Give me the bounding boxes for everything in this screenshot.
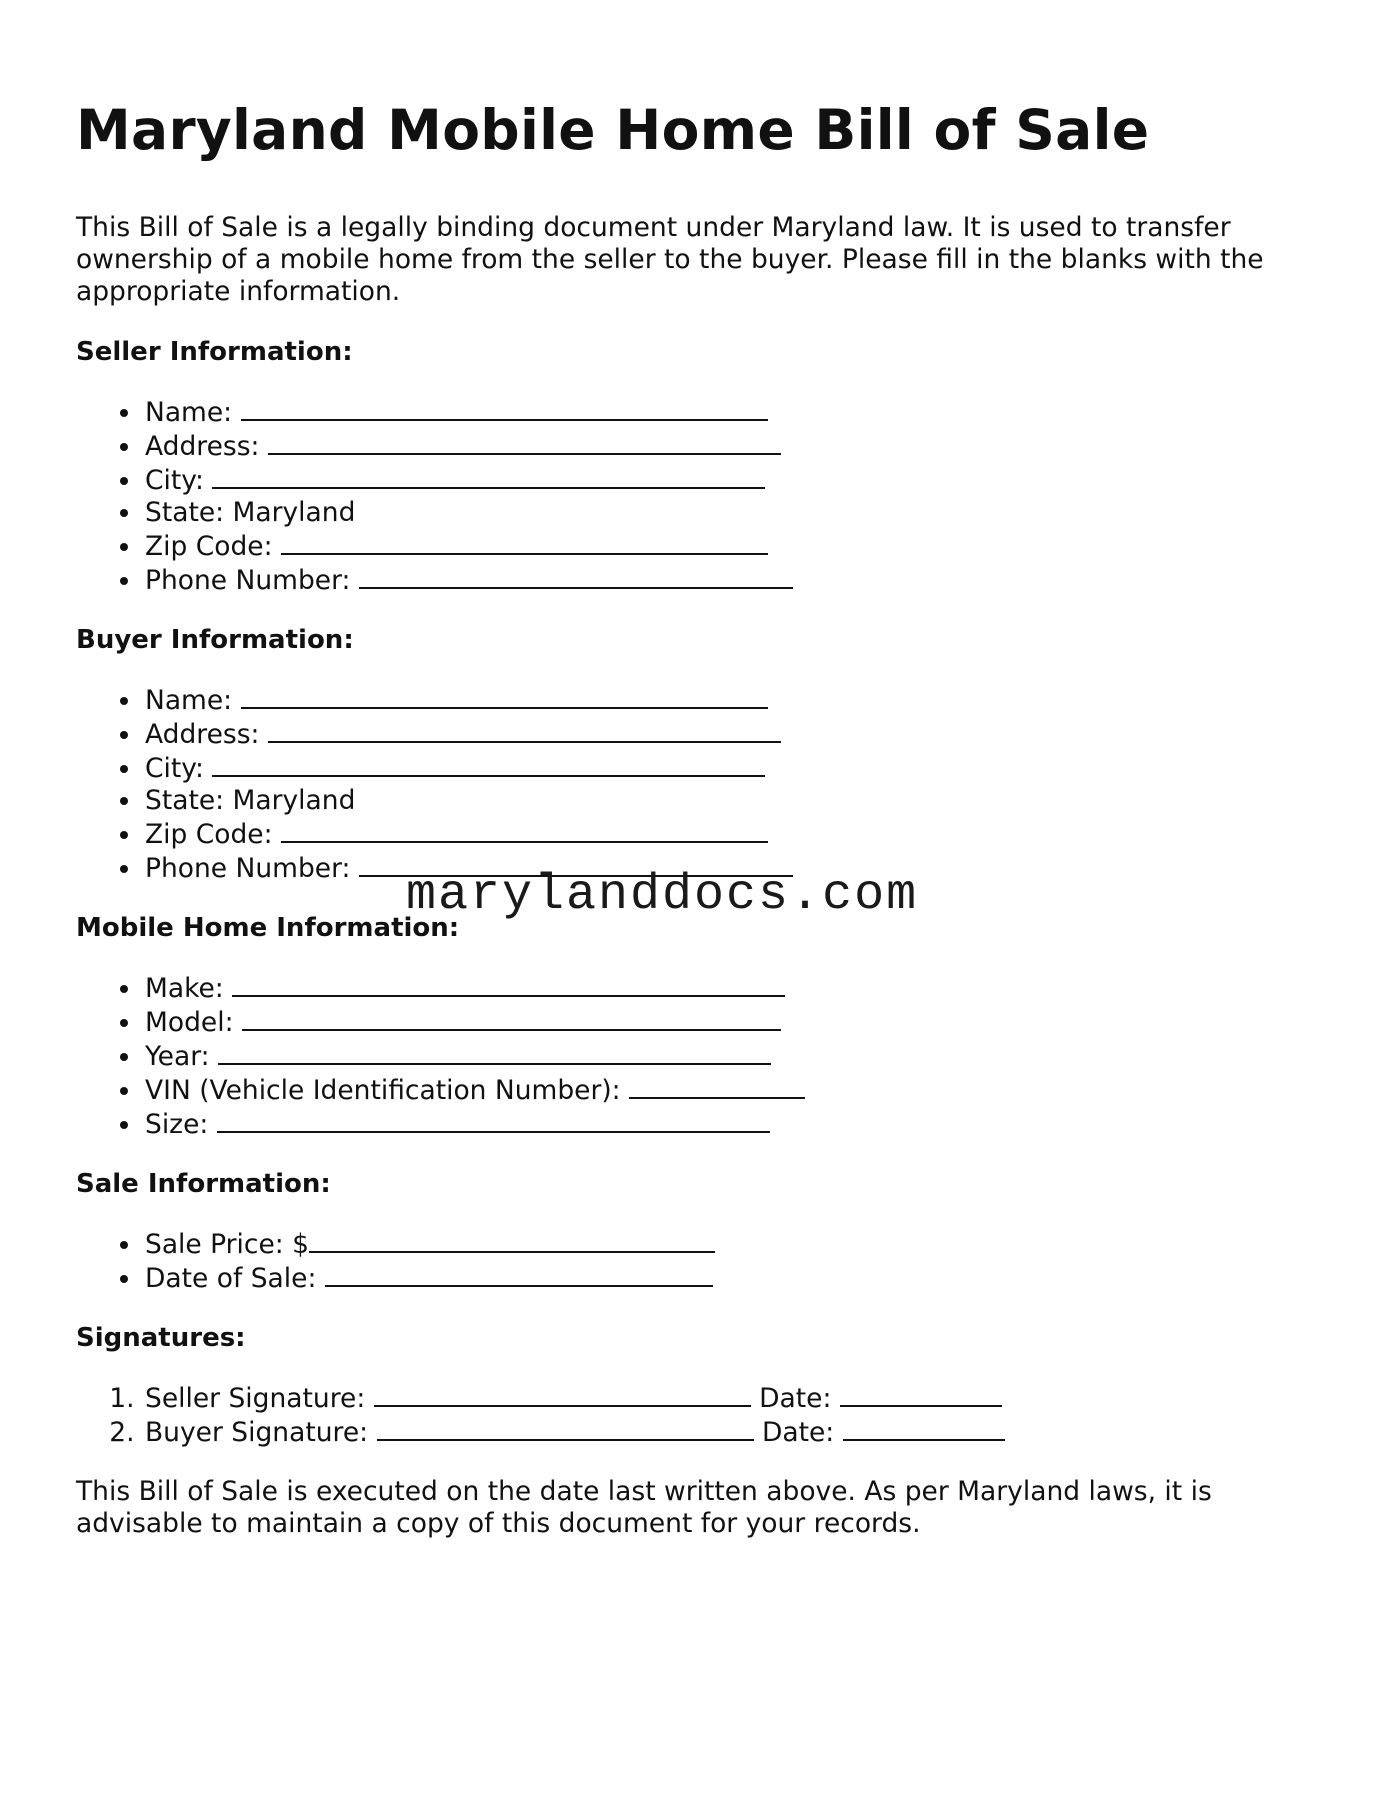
seller-city-field[interactable]: [212, 463, 765, 489]
signatures-list: [76, 1381, 1316, 1449]
seller-signature-date-label: Date:: [759, 1383, 832, 1414]
list-item: [143, 683, 1316, 717]
sale-date-label: Date of Sale:: [145, 1263, 317, 1294]
list-item: [143, 751, 1316, 785]
list-item: [143, 463, 1316, 497]
buyer-name-label: Name:: [145, 685, 233, 716]
buyer-phone-label: Phone Number:: [145, 853, 351, 884]
buyer-zip-label: Zip Code:: [145, 819, 273, 850]
list-item: [143, 717, 1316, 751]
watermark-text: marylanddocs.com: [406, 867, 919, 924]
seller-heading: Seller Information:: [76, 337, 353, 367]
buyer-signature-field[interactable]: [377, 1415, 754, 1441]
document-page: [76, 92, 1316, 1540]
seller-list: [76, 395, 1316, 597]
list-item: [143, 1107, 1316, 1141]
model-field[interactable]: [242, 1005, 781, 1031]
list-item: [143, 971, 1316, 1005]
year-field[interactable]: [218, 1039, 771, 1065]
buyer-city-field[interactable]: [212, 751, 765, 777]
list-item: [143, 1261, 1316, 1295]
year-label: Year:: [145, 1041, 210, 1072]
seller-address-label: Address:: [145, 431, 260, 462]
list-item: [143, 529, 1316, 563]
list-item: [143, 395, 1316, 429]
list-item: [143, 785, 1316, 817]
seller-signature-date-field[interactable]: [840, 1381, 1002, 1407]
sale-price-label: Sale Price: $: [145, 1229, 310, 1260]
make-field[interactable]: [232, 971, 785, 997]
list-item: [143, 1415, 1316, 1449]
seller-address-field[interactable]: [268, 429, 781, 455]
seller-city-label: City:: [145, 465, 204, 496]
mobile-home-list: [76, 971, 1316, 1141]
seller-signature-label: Seller Signature:: [145, 1383, 366, 1414]
list-item: [143, 1073, 1316, 1107]
buyer-city-label: City:: [145, 753, 204, 784]
buyer-state-label: State: Maryland: [145, 785, 356, 816]
intro-paragraph: This Bill of Sale is a legally binding document under Maryland law. It is used to transfer ownership of a mobile home from the seller to the buyer. Please fill in the blanks with the appropriate information.: [76, 212, 1264, 307]
seller-name-field[interactable]: [241, 395, 768, 421]
page-title: Maryland Mobile Home Bill of Sale: [76, 98, 1150, 162]
size-field[interactable]: [217, 1107, 770, 1133]
size-label: Size:: [145, 1109, 209, 1140]
buyer-name-field[interactable]: [241, 683, 768, 709]
buyer-signature-date-label: Date:: [761, 1417, 835, 1448]
buyer-signature-date-field[interactable]: [843, 1415, 1005, 1441]
buyer-list: [76, 683, 1316, 885]
buyer-address-label: Address:: [145, 719, 260, 750]
list-item: [143, 563, 1316, 597]
closing-paragraph: This Bill of Sale is executed on the date last written above. As per Maryland laws, it is advisable to maintain a copy of this document for your records.: [76, 1476, 1212, 1539]
vin-field[interactable]: [629, 1073, 805, 1099]
sale-price-field[interactable]: [309, 1227, 715, 1253]
make-label: Make:: [145, 973, 224, 1004]
sale-heading: Sale Information:: [76, 1169, 331, 1199]
signatures-heading: Signatures:: [76, 1323, 246, 1353]
sale-date-field[interactable]: [325, 1261, 713, 1287]
list-item: [143, 1039, 1316, 1073]
list-item: [143, 1005, 1316, 1039]
seller-zip-label: Zip Code:: [145, 531, 273, 562]
list-item: [143, 429, 1316, 463]
list-item: [143, 1227, 1316, 1261]
list-item: [143, 1381, 1316, 1415]
model-label: Model:: [145, 1007, 234, 1038]
seller-state-label: State: Maryland: [145, 497, 356, 528]
buyer-zip-field[interactable]: [281, 817, 768, 843]
vin-label: VIN (Vehicle Identification Number):: [145, 1075, 621, 1106]
seller-zip-field[interactable]: [281, 529, 768, 555]
seller-phone-label: Phone Number:: [145, 565, 351, 596]
seller-phone-field[interactable]: [359, 563, 793, 589]
seller-signature-field[interactable]: [374, 1381, 751, 1407]
list-item: [143, 497, 1316, 529]
mobile-home-heading: Mobile Home Information:: [76, 913, 460, 943]
seller-name-label: Name:: [145, 397, 233, 428]
buyer-address-field[interactable]: [268, 717, 781, 743]
sale-list: [76, 1227, 1316, 1295]
list-item: [143, 817, 1316, 851]
buyer-heading: Buyer Information:: [76, 625, 354, 655]
buyer-signature-label: Buyer Signature:: [145, 1417, 369, 1448]
